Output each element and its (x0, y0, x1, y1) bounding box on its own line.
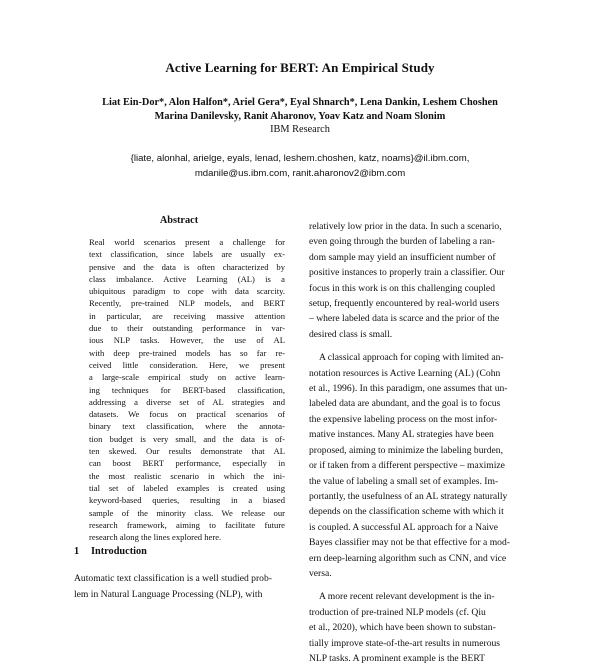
paragraph (309, 350, 533, 581)
text-line: NLP tasks. A prominent example is the BERT (309, 652, 486, 664)
text-line: setup, frequently encountered by real-world users (309, 298, 500, 310)
paragraph (309, 589, 533, 666)
email-list (0, 151, 600, 181)
text-line: Real world scenarios present a challenge for (89, 237, 285, 247)
text-line: ern deep-learning algorithm such as CNN, and vice (309, 552, 507, 564)
author-list (0, 96, 600, 124)
text-line: tion budget is very small, and the data is of- (89, 433, 285, 444)
paragraph-gap (309, 581, 533, 589)
email-line: {liate, alonhal, arielge, eyals, lenad, leshem.choshen, katz, noams}@il.ibm.com, (130, 153, 470, 164)
paragraph (309, 219, 533, 342)
paragraph-gap (309, 342, 533, 350)
text-line: A more recent relevant development is the in- (319, 591, 495, 603)
section-title: Introduction (91, 546, 147, 557)
text-line: ing techniques for BERT-based classification, (89, 384, 285, 395)
text-line: versa. (309, 567, 332, 579)
text-line: a large-scale empirical study on active learn- (89, 372, 285, 383)
text-line: ceived little consideration. Here, we present (89, 359, 285, 370)
text-line: desired class is small. (309, 328, 393, 340)
text-line: et al., 1996). In this paradigm, one assumes that un- (309, 383, 508, 395)
text-line: lem in Natural Language Processing (NLP), with (74, 588, 263, 600)
text-line: troduction of pre-trained NLP models (cf. Qiu (309, 606, 486, 618)
text-line: keyword-based queries, resulting in a biased (89, 495, 285, 506)
text-line: pensive and the data is often characterized by (89, 261, 285, 272)
text-line: tially improve state-of-the-art results in numerous (309, 637, 501, 649)
text-line: positive instances to properly train a classifier. Our (309, 267, 505, 279)
text-line: et al., 2020), which have been shown to substan- (309, 622, 496, 634)
text-line: in particular, are receiving massive attention (89, 310, 285, 321)
text-line: notation resources is Active Learning (AL) (Cohn (309, 367, 501, 379)
author-line: Marina Danilevsky, Ranit Aharonov, Yoav Katz and Noam Slonim (154, 111, 446, 122)
paper-title: Active Learning for BERT: An Empirical Study (165, 60, 435, 75)
text-line: portantly, the usefulness of an AL strategy naturally (309, 490, 508, 502)
text-line: – where labeled data is scarce and the prior of the (309, 313, 500, 325)
text-line: Automatic text classification is a well studied prob- (74, 573, 272, 584)
text-line: dom sample may yield an insufficient number of (309, 251, 496, 263)
section-heading-introduction (74, 546, 147, 557)
text-line: tial set of labeled examples is created using (89, 482, 285, 493)
text-line: research along the lines explored here. (89, 532, 222, 543)
text-line: Bayes classifier may not be that effective for a mod- (309, 537, 510, 549)
section-number: 1 (74, 546, 80, 557)
email-line: mdanile@us.ibm.com, ranit.aharonov2@ibm.com (194, 168, 406, 179)
text-line: ubiquitous paradigm to cope with data scarcity. (89, 286, 285, 297)
text-line: depends on the classification scheme with which it (309, 506, 504, 518)
text-line: the most realistic scenario in which the ini- (89, 470, 285, 481)
text-line: relatively low prior in the data. In such a scenario, (309, 221, 502, 232)
text-line: is coupled. A successful AL approach for a Naive (309, 521, 499, 533)
text-line: due to their outstanding performance in var- (89, 323, 285, 334)
text-line: binary text classification, where the annota- (89, 421, 285, 432)
right-column-body (309, 219, 533, 666)
text-line: labeled data are abundant, and the goal is to focus (309, 398, 501, 410)
text-line: addressing a diverse set of AL strategies and (89, 396, 285, 407)
text-line: proposed, aiming to minimize the labeling burden, (309, 444, 503, 456)
text-line: research framework, aiming to facilitate future (89, 519, 285, 530)
text-line: the expensive labeling process on the most infor- (309, 413, 498, 425)
text-line: text classification, since labels are usually ex- (89, 249, 285, 260)
text-line: A classical approach for coping with limited an- (319, 352, 504, 364)
text-line: class imbalance. Active Learning (AL) is a (89, 273, 285, 284)
text-line: ten skewed. Our results demonstrate that AL (89, 446, 285, 457)
text-line: the value of labeling a small set of examples. Im- (309, 475, 499, 487)
affiliation: IBM Research (270, 124, 330, 135)
text-line: or if taken from a different perspective – maximize (309, 460, 505, 472)
text-line: datasets. We focus on practical scenarios of (89, 409, 285, 420)
text-line: Recently, pre-trained NLP models, and BERT (89, 298, 285, 309)
text-line: ious NLP tasks. However, the use of AL (89, 335, 285, 346)
introduction-body (74, 571, 298, 602)
abstract-body (89, 236, 285, 543)
abstract-heading: Abstract (159, 215, 199, 226)
text-line: with deep pre-trained models has so far re- (89, 347, 285, 358)
text-line: even going through the burden of labeling a ran- (309, 236, 495, 248)
author-line: Liat Ein-Dor*, Alon Halfon*, Ariel Gera*, Eyal Shnarch*, Lena Dankin, Leshem Choshen (102, 97, 498, 108)
text-line: focus in this work is on this challenging coupled (309, 282, 495, 294)
text-line: can boost BERT performance, especially in (89, 458, 285, 469)
text-line: mative instances. Many AL strategies have been (309, 429, 494, 441)
text-line: sample of the minority class. We release our (89, 507, 285, 518)
